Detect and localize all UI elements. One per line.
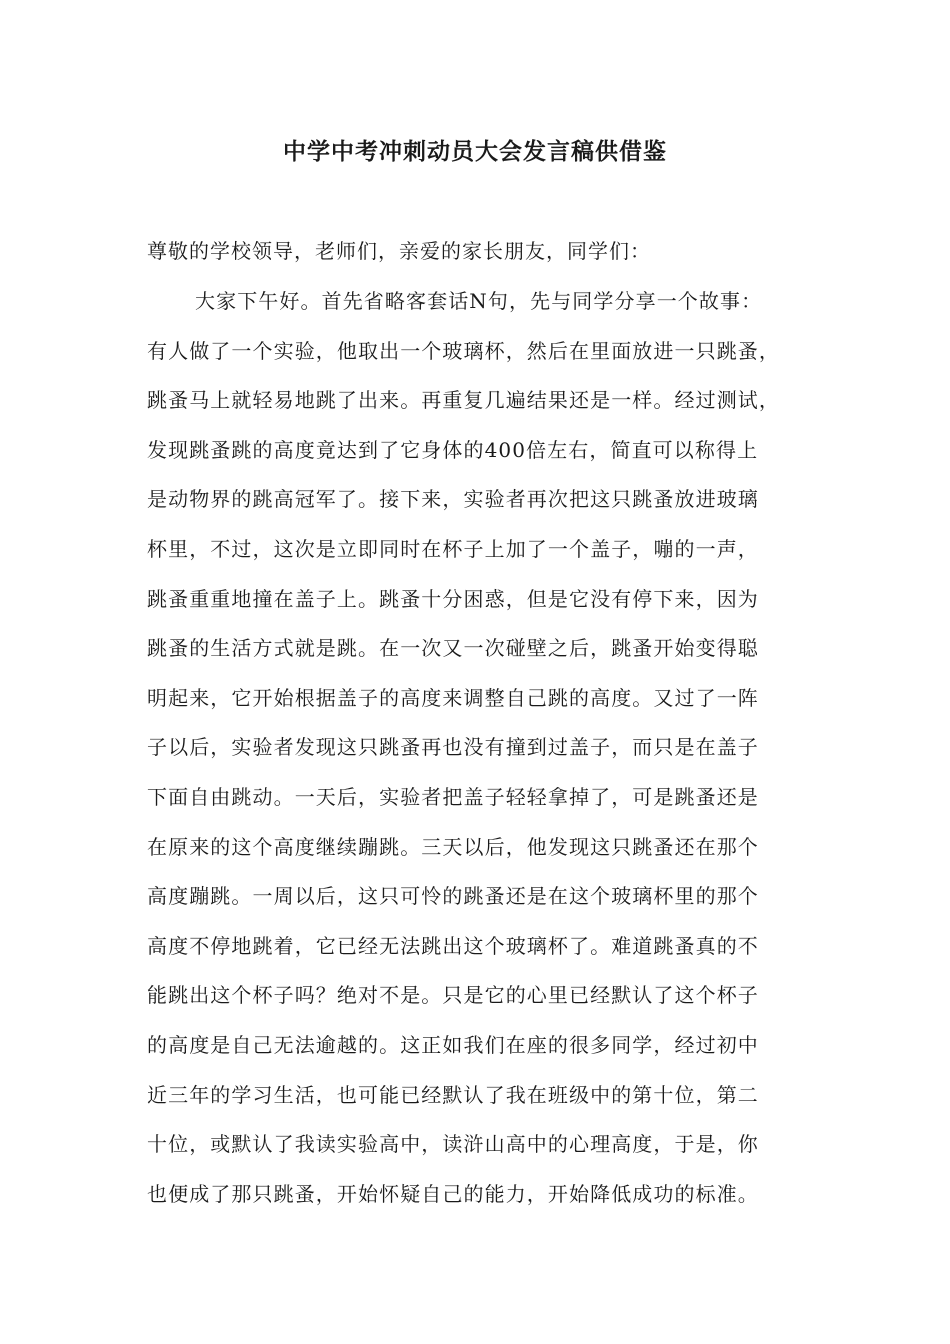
body-line: 子以后，实验者发现这只跳蚤再也没有撞到过盖子，而只是在盖子: [147, 735, 759, 760]
body-line: 杯里，不过，这次是立即同时在杯子上加了一个盖子，嘣的一声，: [147, 536, 759, 561]
body-line: 近三年的学习生活，也可能已经默认了我在班级中的第十位，第二: [147, 1082, 759, 1107]
body-line: 能跳出这个杯子吗？绝对不是。只是它的心里已经默认了这个杯子: [147, 983, 759, 1008]
document-title: 中学中考冲刺动员大会发言稿供借鉴: [283, 138, 667, 165]
body-line: 是动物界的跳高冠军了。接下来，实验者再次把这只跳蚤放进玻璃: [147, 487, 759, 512]
body-line: 下面自由跳动。一天后，实验者把盖子轻轻拿掉了，可是跳蚤还是: [147, 784, 759, 809]
body-line: 明起来，它开始根据盖子的高度来调整自己跳的高度。又过了一阵: [147, 685, 759, 710]
body-text: [147, 286, 807, 1228]
body-line: 有人做了一个实验，他取出一个玻璃杯，然后在里面放进一只跳蚤，: [147, 338, 780, 363]
body-line: 高度不停地跳着，它已经无法跳出这个玻璃杯了。难道跳蚤真的不: [147, 933, 759, 958]
body-line: 在原来的这个高度继续蹦跳。三天以后，他发现这只跳蚤还在那个: [147, 834, 759, 859]
body-line: 也便成了那只跳蚤，开始怀疑自己的能力，开始降低成功的标准。: [147, 1181, 759, 1206]
body-line: 跳蚤马上就轻易地跳了出来。再重复几遍结果还是一样。经过测试，: [147, 388, 780, 413]
body-line: 的高度是自己无法逾越的。这正如我们在座的很多同学，经过初中: [147, 1032, 759, 1057]
body-line: 跳蚤的生活方式就是跳。在一次又一次碰壁之后，跳蚤开始变得聪: [147, 636, 759, 661]
body-line: 十位，或默认了我读实验高中，读浒山高中的心理高度，于是，你: [147, 1132, 759, 1157]
body-line: 大家下午好。首先省略客套话N句，先与同学分享一个故事：: [195, 289, 763, 313]
salutation: 尊敬的学校领导，老师们，亲爱的家长朋友，同学们：: [147, 239, 651, 263]
body-line: 发现跳蚤跳的高度竟达到了它身体的400倍左右，简直可以称得上: [147, 437, 759, 462]
body-line: 跳蚤重重地撞在盖子上。跳蚤十分困惑，但是它没有停下来，因为: [147, 586, 759, 611]
body-line: 高度蹦跳。一周以后，这只可怜的跳蚤还是在这个玻璃杯里的那个: [147, 884, 759, 909]
